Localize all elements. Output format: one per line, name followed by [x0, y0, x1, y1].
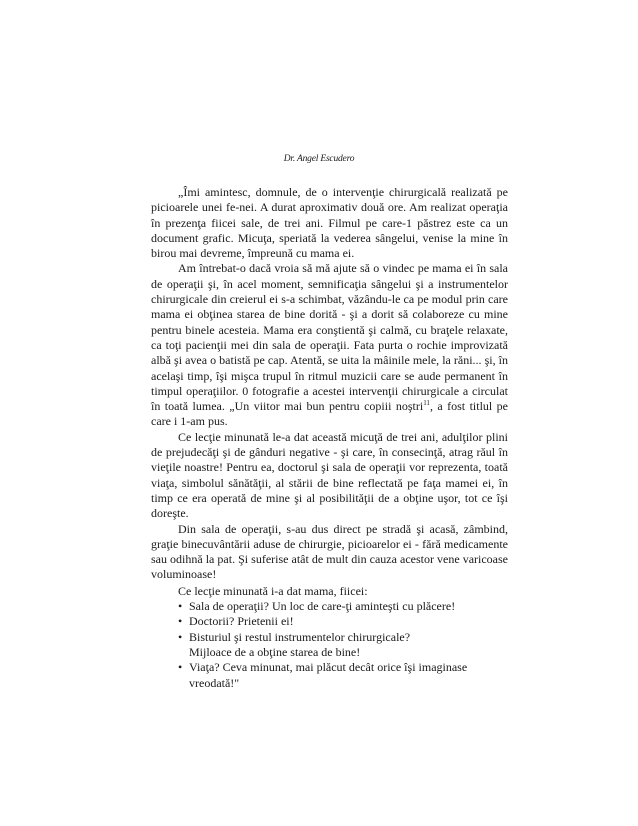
list-item [178, 599, 508, 614]
list-item-text: Sala de operaţii? Un loc de care-ţi aminteşti cu plăcere! [189, 599, 456, 614]
paragraph-4: Din sala de operaţii, s-au dus direct pe stradă şi acasă, zâmbind, graţie binecuvântării aduse de chirurgie, picioarelor ei - fără medicamente sau odihnă la pat. Şi suferise atât de mult din cauza acestor vene varicoase voluminoase! [151, 521, 508, 582]
paragraph-2 [151, 261, 508, 429]
list-item [178, 660, 508, 691]
body-text [151, 185, 508, 691]
paragraph-2-text: Am întrebat-o dacă vroia să mă ajute să o vindec pe mama ei în sala de operaţii şi, în acel moment, semnificaţia sângelui şi a instrumentelor chirurgicale din creierul ei s-a schimbat, văzându-le ca pe modul prin care mama ei obţinea starea de bine dorită - şi a dorit să colaboreze cu mine pentru binele acesteia. Mama era conştientă şi calmă, cu braţele relaxate, ca toţi pacienţii mei din sala de operaţii. Fata purta o rochie improvizată albă şi avea o batistă pe cap. Atentă, se uita la mâinile mele, la răni... şi, în acelaşi timp, îşi mişca trupul în ritmul muzicii care se aude permanent în timpul operaţiilor. 0 fotografie a acestei intervenţii chirurgicale a circulat în toată lumea. „Un viitor mai bun pentru copiii noştri [151, 261, 508, 414]
list-item [178, 614, 508, 629]
lesson-intro: Ce lecţie minunată i-a dat mama, fiicei: [178, 583, 368, 598]
bullet-icon: • [178, 660, 183, 675]
paragraph-2-ending: , a fost titlul pe care i 1-am pus. [151, 399, 508, 429]
list-item-text: Viaţa? Ceva minunat, mai plăcut decât orice îşi imaginase vreodată!" [189, 660, 468, 690]
list-item-subtext: Mijloace de a obţine starea de bine! [189, 644, 361, 659]
list-item-text: Doctorii? Prietenii ei! [189, 614, 294, 629]
lesson-list [151, 599, 508, 691]
footnote-reference: 11 [423, 399, 430, 408]
bullet-icon: • [178, 629, 183, 644]
bullet-icon: • [178, 599, 183, 614]
paragraph-1: „Îmi amintesc, domnule, de o intervenţie chirurgicală realizată pe picioarele unei fe-nei. A durat aproximativ două ore. Am realizat operaţia în prezenţa fiicei sale, de trei ani. Filmul pe care-1 păstrez este ca un document grafic. Micuţa, speriată la vederea sângelui, venise la mine în birou mai devreme, împreună cu mama ei. [151, 185, 508, 261]
running-header: Dr. Angel Escudero [283, 154, 355, 164]
paragraph-3: Ce lecţie minunată le-a dat această micuţă de trei ani, adulţilor plini de prejudecăţi şi de gânduri negative - şi care, în consecinţă, atrag răul în vieţile noastre! Pentru ea, doctorul şi sala de operaţii vor reprezenta, toată viaţa, simbolul sănătăţii, al stării de bine reflectată pe faţa mamei ei, în timp ce era operată de mine şi al posibilităţii de a obţine uşor, tot ce îşi doreşte. [151, 429, 508, 521]
bullet-icon: • [178, 614, 183, 629]
list-item-text: Bisturiul şi restul instrumentelor chirurgicale? [189, 629, 411, 644]
list-item [178, 630, 508, 661]
